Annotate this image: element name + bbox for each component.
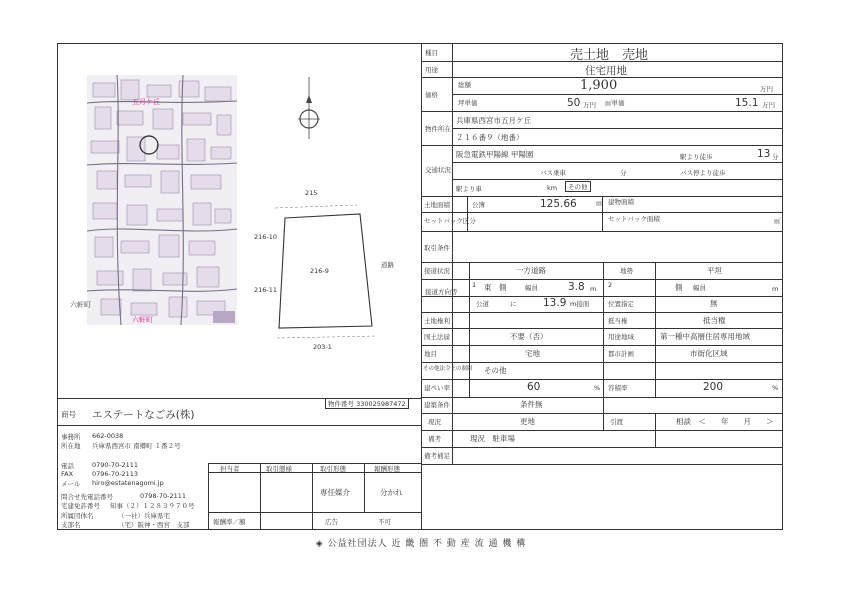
land-area-value: 125.66 (540, 198, 577, 210)
road-row1-dir: 東 側 (484, 283, 507, 292)
transport-car-unit: km (547, 184, 558, 192)
road-row2-unit: m (772, 285, 779, 293)
city-plan-value: 市街化区域 (690, 349, 728, 358)
handover-value: 相談 ＜ 年 月 ＞ (676, 417, 774, 426)
land-cat-value: 宅地 (525, 349, 540, 358)
far-label: 容積率 (608, 384, 628, 392)
location-label: 物件所在 (425, 125, 451, 133)
handover-label: 引渡 (610, 418, 623, 426)
land-area-label: 土地面積 (424, 201, 450, 209)
remarks-label: 備考 (428, 435, 441, 443)
tel-value: 0790-70-2111 (92, 461, 139, 469)
tel-label: 電話 (61, 462, 74, 470)
supplement-label: 備考補足 (424, 452, 450, 460)
transport-bus-unit: 分 (620, 169, 627, 177)
terrain-value: 平坦 (707, 266, 722, 275)
frontage-value: 13.9 (543, 297, 567, 309)
road-row1-unit: m (590, 285, 597, 293)
office-label: 事務所 (61, 433, 81, 441)
price-m2-label: ㎡単価 (605, 99, 625, 107)
transport-walk-min: 13 (757, 148, 771, 160)
branch-value: （宅）阪神・西宮 支部 (118, 521, 190, 529)
setback-area-label: セットバック面積 (608, 215, 660, 223)
form-head: 取引形態 (320, 465, 346, 473)
branch-label: 支部名 (61, 521, 81, 529)
transport-stop-label: バス停より徒歩 (680, 169, 726, 177)
survey-plan (257, 193, 407, 348)
survey-lot-label: 216-9 (310, 267, 329, 275)
company-name: エステートなごみ(株) (92, 409, 195, 421)
ad-value: 不可 (378, 518, 391, 526)
area-map (87, 75, 237, 325)
fax-label: FAX (61, 470, 74, 478)
org-logo-icon: ◈ (315, 539, 328, 549)
reward-label: 報酬率／額 (213, 518, 246, 526)
survey-bottom-label: 203-1 (313, 343, 332, 351)
coverage-value: 60 (527, 381, 541, 393)
far-value: 200 (703, 381, 724, 393)
address-label: 所在地 (61, 442, 81, 450)
address: 兵庫県西宮市 南郷町 １番２号 (92, 442, 181, 450)
land-rights-label: 土地権利 (424, 317, 450, 325)
map-label-area3: 六軒町 (132, 316, 153, 324)
current-label: 現況 (428, 418, 441, 426)
survey-left1-label: 216-10 (254, 233, 278, 241)
price-label: 価格 (425, 91, 438, 99)
transport-walk-label: 駅より徒歩 (680, 153, 713, 161)
public-road-label: 公道 (476, 300, 489, 308)
price-tsubo-value: 50 (567, 97, 581, 109)
label-column-divider (452, 43, 453, 464)
footer (0, 536, 842, 549)
city-plan-label: 都市計画 (608, 350, 634, 358)
national-land-label: 国土法届 (424, 333, 450, 341)
ref-number: 物件番号 330025987472 (325, 398, 409, 409)
position-label: 位置指定 (608, 300, 634, 308)
license-label: 宅建免許番号 (61, 502, 100, 510)
contact-label: 問合せ先電話番号 (61, 493, 113, 501)
map-panel (57, 43, 421, 398)
use-value: 住宅用地 (585, 65, 627, 77)
road-dir-label: 接道方向等 (425, 288, 458, 296)
price-tsubo-label: 坪単価 (458, 99, 478, 107)
form-label: 取引態様 (266, 465, 292, 473)
form-value: 専任媒介 (320, 488, 350, 497)
road-row1-no: 1 (472, 281, 477, 289)
build-cond-label: 建築条件 (424, 401, 450, 409)
price-m2-value: 15.1 (735, 97, 759, 109)
zoning-label: 用途地域 (608, 333, 634, 341)
map-label-area2: 六軒町 (70, 301, 91, 309)
use-label: 用途 (425, 66, 438, 74)
price-total-unit: 万円 (760, 85, 773, 93)
setback-label: セットバック区分 (424, 217, 476, 225)
far-unit: % (772, 384, 779, 392)
mail-value: hiro@estatenagomi.jp (92, 479, 164, 487)
postal-code: 662-0038 (92, 432, 124, 440)
land-cat-label: 地目 (424, 350, 437, 358)
position-value: 無 (710, 299, 718, 308)
transport-line: 阪急電鉄甲陽線 甲陽園 (456, 150, 534, 159)
survey-top-label: 215 (305, 189, 318, 197)
mortgage-value: 抵当権 (703, 316, 726, 325)
staff-label: 担当者 (220, 465, 240, 473)
national-land-value: 不要（否） (510, 332, 548, 341)
other-law-value: その他 (484, 366, 507, 375)
location-line1: 兵庫県西宮市五月ケ丘 (456, 116, 531, 125)
frontage-label: に (510, 300, 517, 308)
land-area-unit: ㎡ (596, 199, 603, 207)
building-area-label: 建物面積 (608, 198, 634, 206)
mortgage-label: 抵当権 (608, 317, 628, 325)
transport-label: 交通状況 (425, 166, 451, 174)
transport-car-label: 駅より車 (456, 185, 482, 193)
remarks-value: 現況 駐車場 (470, 434, 515, 443)
transport-other-label: その他 (565, 181, 591, 192)
setback-area-unit: ㎡ (774, 217, 781, 225)
survey-left2-label: 216-11 (254, 286, 278, 294)
assoc-label: 所属団体名 (61, 512, 94, 520)
build-cond-value: 条件無 (520, 400, 543, 409)
survey-right-label: 道路 (381, 261, 394, 269)
ad-label: 広告 (325, 518, 338, 526)
fee-head: 報酬形態 (374, 465, 400, 473)
license-value: 知事（２）１２８３９７０号 (110, 502, 195, 510)
price-m2-unit: 万円 (762, 101, 775, 109)
company-name-label: 商号 (61, 410, 76, 419)
coverage-unit: % (594, 384, 601, 392)
price-total-value: 1,900 (580, 78, 618, 93)
assoc-value: （一社）兵庫県宅 (118, 512, 170, 520)
zoning-value: 第一種中高層住居専用地域 (660, 332, 750, 341)
category-label: 種目 (425, 49, 438, 57)
center-divider (421, 43, 422, 530)
coverage-label: 建ぺい率 (424, 384, 450, 392)
footer-text: 公益社団法人 近 畿 圏 不 動 産 流 通 機 構 (327, 539, 527, 549)
road-row2-width-label: 幅員 (693, 284, 706, 292)
frontage-unit: m接面 (570, 300, 590, 308)
fax-value: 0796-70-2113 (92, 470, 139, 478)
contact-value: 0798-70-2111 (140, 492, 187, 500)
north-arrow-icon (295, 73, 323, 143)
mail-label: メール (61, 480, 81, 488)
road-row2-dir: 側 (675, 283, 683, 292)
terrain-label: 地勢 (620, 267, 633, 275)
fee-value: 分かれ (380, 488, 403, 497)
conditions-label: 取引条件 (424, 244, 450, 252)
road-row1-width: 3.8 (568, 281, 585, 293)
current-value: 更地 (520, 417, 535, 426)
map-label-area1: 五月ケ丘 (132, 98, 160, 106)
price-tsubo-unit: 万円 (583, 101, 596, 109)
road-access-value: 一方道路 (516, 266, 546, 275)
road-row2-no: 2 (608, 281, 613, 289)
category-value: 売土地 売地 (570, 48, 649, 63)
road-row1-width-label: 幅員 (525, 284, 538, 292)
road-access-label: 接道状況 (424, 267, 450, 275)
transport-bus-label: バス乗車 (540, 169, 566, 177)
price-total-label: 総額 (458, 81, 471, 89)
transport-walk-unit: 分 (772, 153, 779, 161)
location-line2: ２１６番９（地番） (456, 133, 524, 142)
other-law-label: その他法令上の制限 (423, 366, 473, 372)
land-area-type: 公簿 (472, 201, 485, 209)
